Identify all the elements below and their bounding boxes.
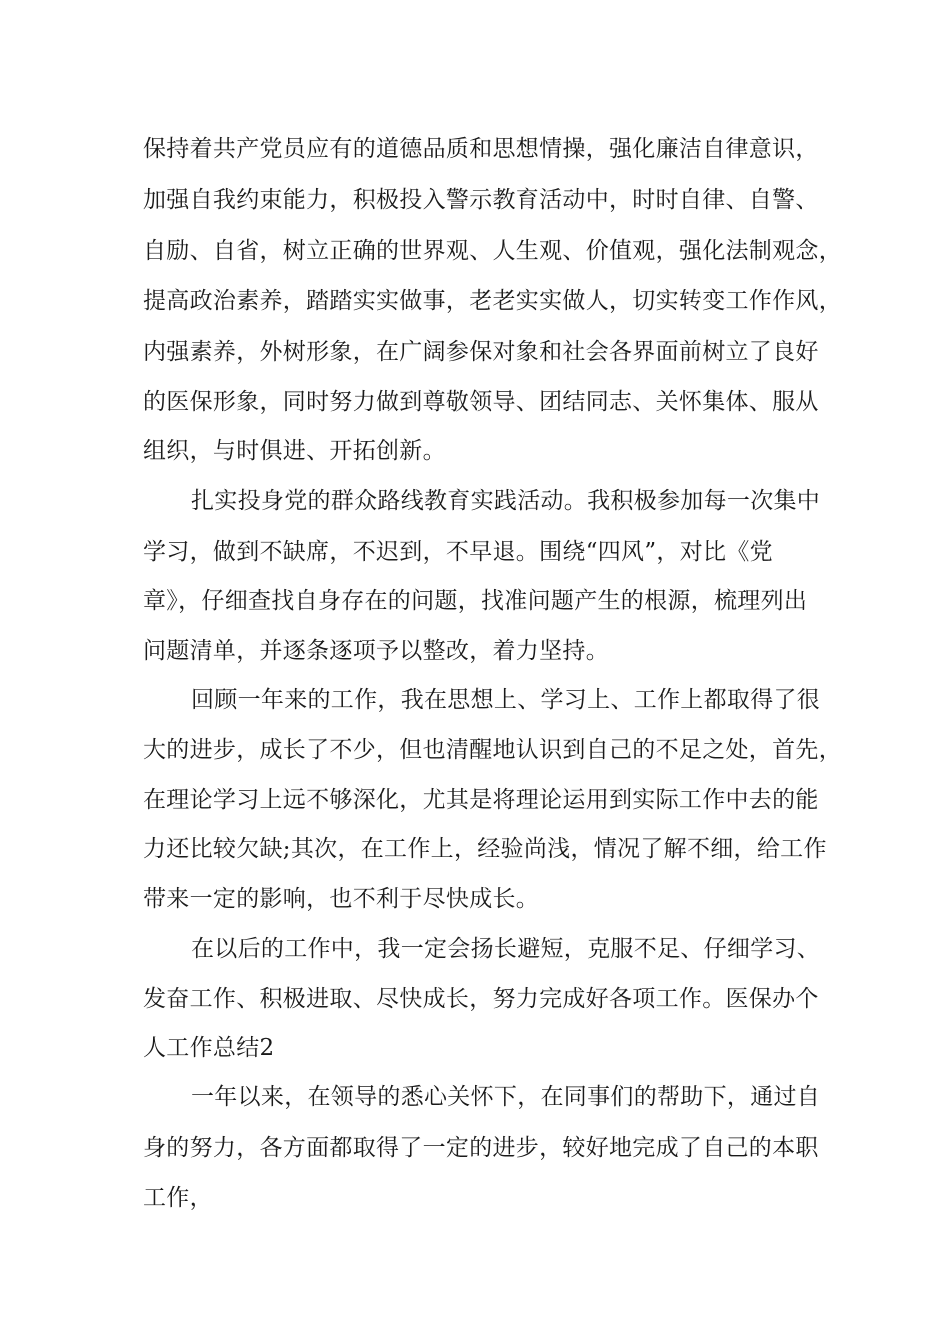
- paragraph-first-line: 回顾一年来的工作，我在思想上、学习上、工作上都取得了很: [191, 687, 821, 713]
- paragraph-first-line: 一年以来，在领导的悉心关怀下，在同事们的帮助下，通过自: [191, 1084, 821, 1110]
- text-line: 力还比较欠缺;其次，在工作上，经验尚浅，情况了解不细，给工作: [143, 836, 827, 862]
- text-line: 的医保形象，同时努力做到尊敬领导、团结同志、关怀集体、服从: [143, 389, 819, 415]
- text-line: 身的努力，各方面都取得了一定的进步，较好地完成了自己的本职: [143, 1135, 819, 1161]
- text-line: 在理论学习上远不够深化，尤其是将理论运用到实际工作中去的能: [143, 787, 819, 813]
- text-line: 自励、自省，树立正确的世界观、人生观、价值观，强化法制观念，: [143, 238, 842, 264]
- text-line: 工作，: [143, 1185, 213, 1211]
- text-line: 提高政治素养，踏踏实实做事，老老实实做人，切实转变工作作风，: [143, 288, 842, 314]
- text-line: 组织，与时俱进、开拓创新。: [143, 438, 446, 464]
- text-line: 人工作总结2: [143, 1035, 275, 1061]
- text-line: 发奋工作、积极进取、尽快成长，努力完成好各项工作。医保办个: [143, 986, 819, 1012]
- text-line: 章》，仔细查找自身存在的问题，找准问题产生的根源，梳理列出: [143, 588, 808, 614]
- text-line: 内强素养，外树形象，在广阔参保对象和社会各界面前树立了良好: [143, 339, 819, 365]
- text-line: 问题清单，并逐条逐项予以整改，着力坚持。: [143, 638, 609, 664]
- text-line: 带来一定的影响，也不利于尽快成长。: [143, 886, 540, 912]
- text-line: 加强自我约束能力，积极投入警示教育活动中，时时自律、自警、: [143, 187, 819, 213]
- text-line: 大的进步，成长了不少，但也清醒地认识到自己的不足之处，首先，: [143, 737, 842, 763]
- paragraph-first-line: 在以后的工作中，我一定会扬长避短，克服不足、仔细学习、: [191, 936, 821, 962]
- text-line: 学习，做到不缺席，不迟到，不早退。围绕“四风”，对比《党: [143, 539, 773, 565]
- paragraph-first-line: 扎实投身党的群众路线教育实践活动。我积极参加每一次集中: [191, 488, 821, 514]
- text-line: 保持着共产党员应有的道德品质和思想情操，强化廉洁自律意识，: [143, 136, 819, 162]
